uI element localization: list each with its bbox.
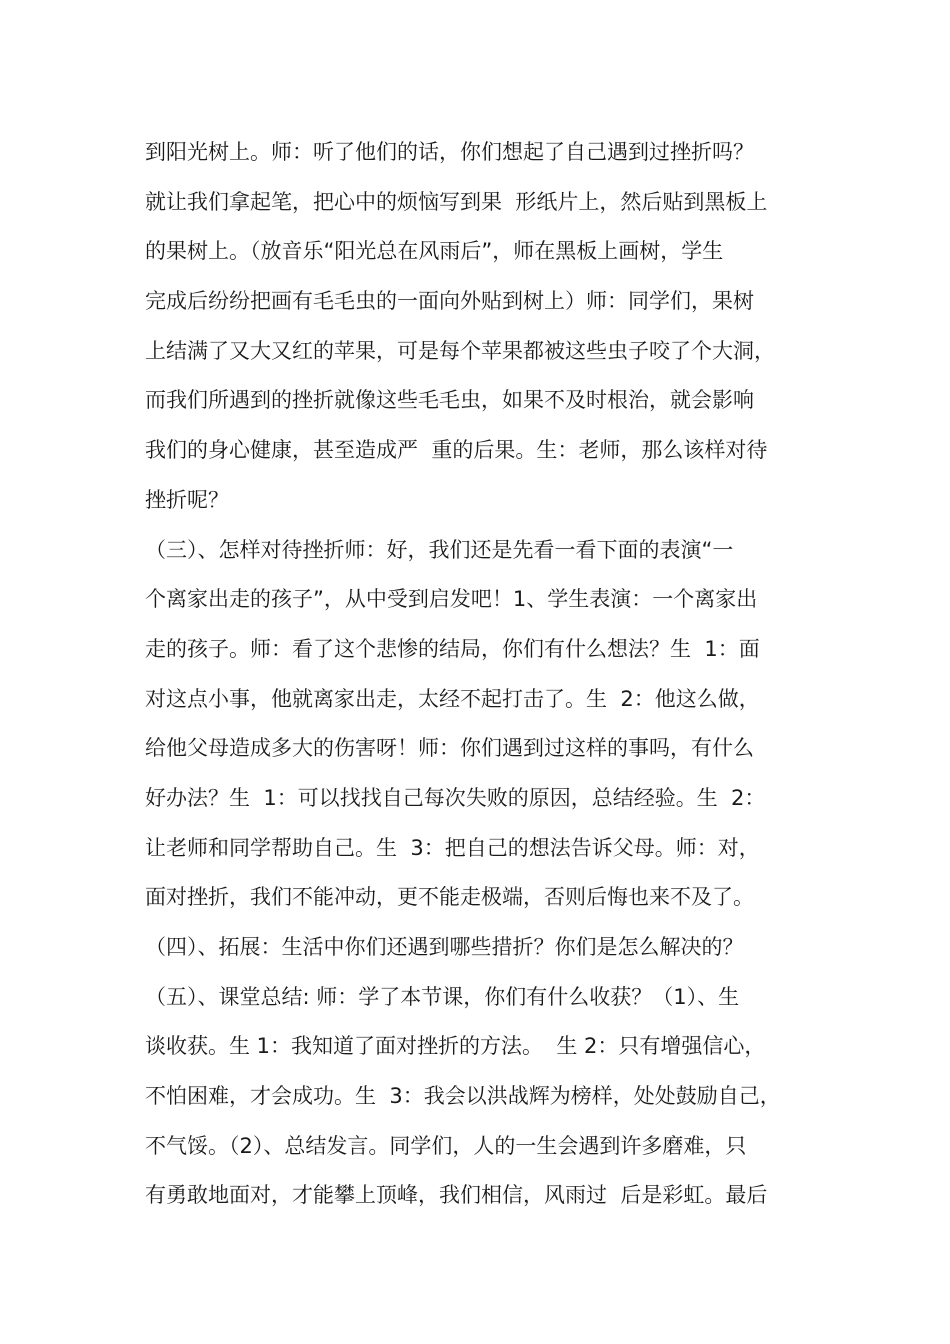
- text-line: 对这点小事，他就离家出走，太经不起打击了。生 2：他这么做，: [145, 686, 760, 711]
- text-line: 的果树上。（放音乐“阳光总在风雨后”，师在黑板上画树，学生: [145, 239, 724, 264]
- text-line: 我们的身心健康，甚至造成严 重的后果。生：老师，那么该样对待: [145, 438, 768, 463]
- text-line: （三）、怎样对待挫折师：好，我们还是先看一看下面的表演“一: [145, 537, 734, 562]
- text-line: 不怕困难，才会成功。生 3：我会以洪战辉为榜样，处处鼓励自己，: [145, 1084, 781, 1109]
- text-line: 面对挫折，我们不能冲动，更不能走极端，否则后悔也来不及了。: [145, 885, 754, 910]
- text-line: 不气馁。（2）、总结发言。同学们，人的一生会遇到许多磨难，只: [145, 1133, 747, 1158]
- text-line: 好办法？生 1：可以找找自己每次失败的原因，总结经验。生 2：: [145, 785, 766, 810]
- text-line: （四）、拓展：生活中你们还遇到哪些措折？你们是怎么解决的？: [145, 935, 744, 959]
- body-text: [145, 128, 825, 1221]
- text-line: 有勇敢地面对，才能攀上顶峰，我们相信，风雨过 后是彩虹。最后: [145, 1183, 768, 1208]
- text-line: 而我们所遇到的挫折就像这些毛毛虫，如果不及时根治，就会影响: [145, 388, 754, 413]
- text-line: 给他父母造成多大的伤害呀！师：你们遇到过这样的事吗，有什么: [145, 736, 754, 761]
- text-line: 谈收获。生 1：我知道了面对挫折的方法。 生 2：只有增强信心，: [145, 1034, 766, 1059]
- text-line: 挫折呢？: [145, 487, 229, 512]
- text-line: 到阳光树上。师：听了他们的话，你们想起了自己遇到过挫折吗？: [145, 140, 754, 164]
- text-line: 上结满了又大又红的苹果，可是每个苹果都被这些虫子咬了个大洞，: [145, 338, 775, 363]
- text-line: 完成后纷纷把画有毛毛虫的一面向外贴到树上）师：同学们，果树: [145, 289, 754, 314]
- text-line: （五）、课堂总结: 师：学了本节课，你们有什么收获？（1）、生: [145, 984, 740, 1009]
- text-line: 走的孩子。师：看了这个悲惨的结局，你们有什么想法？生 1：面: [145, 636, 760, 661]
- text-line: 就让我们拿起笔，把心中的烦恼写到果 形纸片上，然后贴到黑板上: [145, 189, 768, 214]
- text-line: 个离家出走的孩子”，从中受到启发吧！1、学生表演：一个离家出: [145, 587, 758, 612]
- text-line: 让老师和同学帮助自己。生 3：把自己的想法告诉父母。师：对，: [145, 835, 760, 860]
